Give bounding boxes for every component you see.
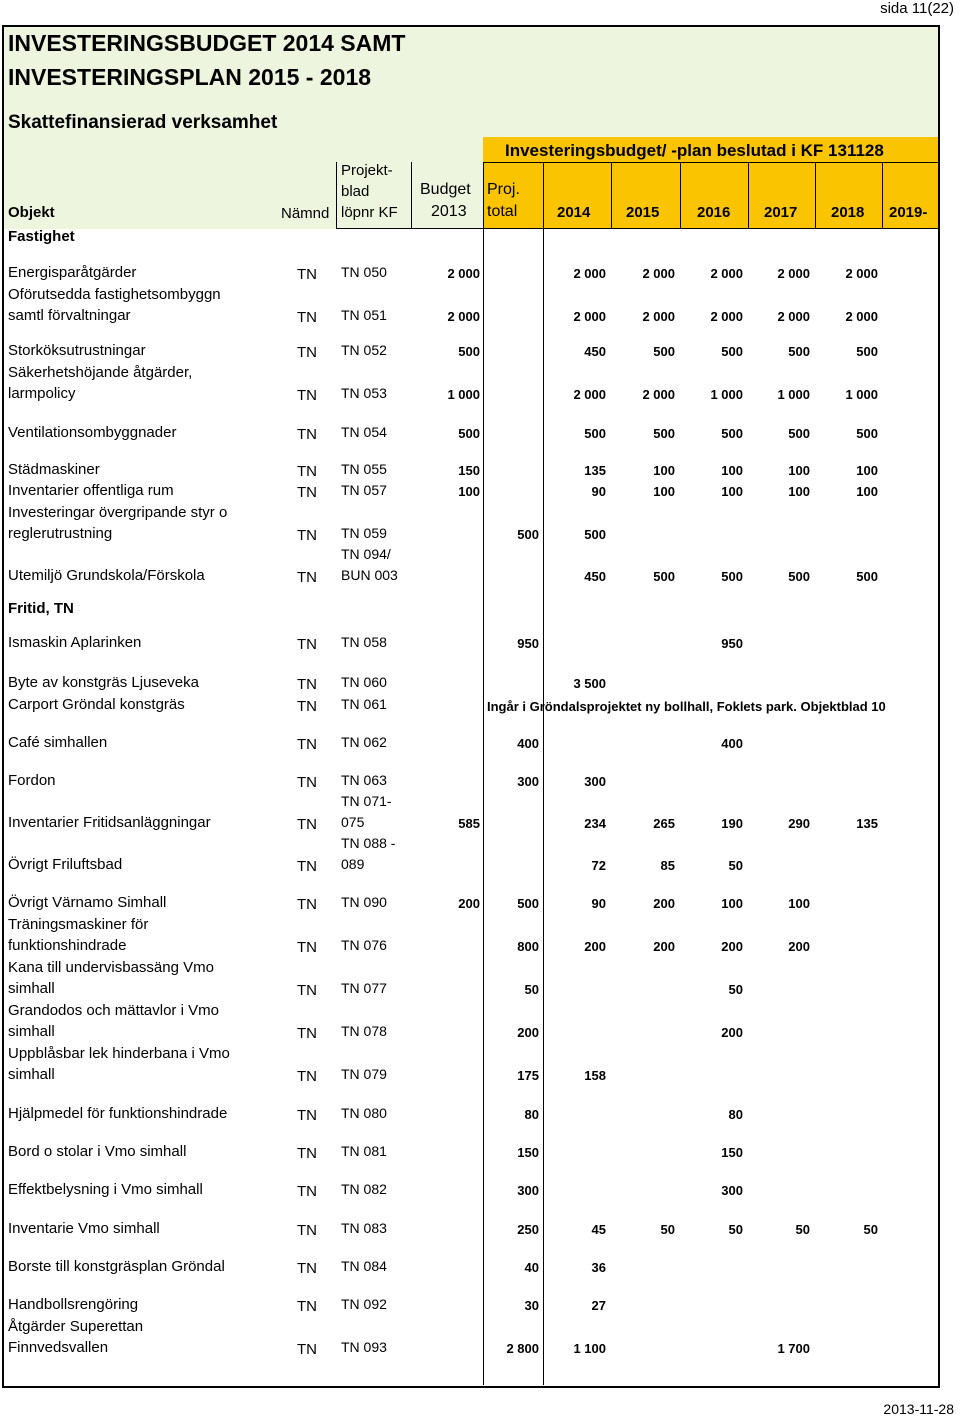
row-object-name: Säkerhetshöjande åtgärder,: [8, 364, 193, 381]
row-year-value: 2 000: [642, 266, 675, 281]
row-projektblad: TN 094/: [341, 546, 391, 562]
header-year-2015: 2015: [626, 204, 660, 221]
document-title-line-1: INVESTERINGSBUDGET 2014 SAMT: [8, 30, 406, 56]
row-year-value: 2 000: [573, 387, 606, 402]
row-proj-total: 300: [517, 774, 539, 789]
row-year-value: 1 700: [777, 1341, 810, 1356]
row-year-value: 158: [584, 1068, 606, 1083]
header-year-2016: 2016: [697, 204, 731, 221]
row-projektblad: TN 084: [341, 1258, 387, 1274]
row-namnd: TN: [297, 736, 317, 753]
header-proj-1: Proj.: [487, 181, 520, 198]
row-proj-total: 800: [517, 939, 539, 954]
row-object-name: Café simhallen: [8, 734, 108, 751]
row-year-value: 150: [721, 1145, 743, 1160]
header-top-rule: [483, 162, 938, 163]
row-namnd: TN: [297, 698, 317, 715]
row-year-value: 300: [584, 774, 606, 789]
row-proj-total: 50: [524, 982, 539, 997]
header-year-2018: 2018: [831, 204, 865, 221]
row-object-name: samtl förvaltningar: [8, 307, 131, 324]
row-projektblad: TN 062: [341, 734, 387, 750]
row-year-value: 100: [721, 463, 743, 478]
row-year-value: 200: [721, 939, 743, 954]
row-namnd: TN: [297, 939, 317, 956]
row-object-name: Borste till konstgräsplan Gröndal: [8, 1258, 225, 1275]
row-namnd: TN: [297, 309, 317, 326]
row-year-value: 450: [584, 569, 606, 584]
header-year-2019: 2019-: [889, 204, 928, 221]
row-year-value: 50: [863, 1222, 878, 1237]
row-projektblad: TN 083: [341, 1220, 387, 1236]
row-projektblad: TN 076: [341, 937, 387, 953]
row-projektblad: TN 061: [341, 696, 387, 712]
header-divider-5: [611, 162, 612, 229]
row-year-value: 100: [788, 463, 810, 478]
header-divider-9: [882, 162, 883, 229]
row-namnd: TN: [297, 1145, 317, 1162]
page-number: sida 11(22): [880, 0, 954, 17]
row-year-value: 2 000: [573, 266, 606, 281]
row-budget-2013: 585: [458, 816, 480, 831]
row-budget-2013: 150: [458, 463, 480, 478]
row-object-name: Inventarie Vmo simhall: [8, 1220, 160, 1237]
row-proj-total: 175: [517, 1068, 539, 1083]
row-object-name: Bord o stolar i Vmo simhall: [8, 1143, 187, 1160]
row-proj-total: 2 800: [506, 1341, 539, 1356]
row-year-value: 500: [584, 527, 606, 542]
row-year-value: 85: [660, 858, 675, 873]
row-projektblad: TN 092: [341, 1296, 387, 1312]
row-year-value: 2 000: [573, 309, 606, 324]
header-year-2017: 2017: [764, 204, 798, 221]
row-year-value: 3 500: [573, 676, 606, 691]
row-object-name: Oförutsedda fastighetsombyggn: [8, 286, 221, 303]
header-divider-4: [543, 162, 544, 229]
row-year-value: 100: [856, 484, 878, 499]
row-object-name: Byte av konstgräs Ljuseveka: [8, 674, 199, 691]
row-object-name: Finnvedsvallen: [8, 1339, 109, 1356]
row-projektblad: TN 079: [341, 1066, 387, 1082]
row-year-value: 500: [653, 344, 675, 359]
row-object-name: Utemiljö Grundskola/Förskola: [8, 567, 205, 584]
row-namnd: TN: [297, 266, 317, 283]
row-year-value: 100: [788, 484, 810, 499]
row-budget-2013: 500: [458, 344, 480, 359]
row-year-value: 36: [591, 1260, 606, 1275]
document-date: 2013-11-28: [883, 1401, 954, 1417]
row-object-name: Energisparåtgärder: [8, 264, 137, 281]
row-projektblad: TN 080: [341, 1105, 387, 1121]
row-year-value: 500: [721, 426, 743, 441]
row-projektblad: TN 078: [341, 1023, 387, 1039]
row-namnd: TN: [297, 676, 317, 693]
row-projektblad: TN 082: [341, 1181, 387, 1197]
header-budget-1: Budget: [420, 181, 471, 198]
header-projektblad-1: Projekt-: [341, 162, 393, 179]
row-proj-total: 40: [524, 1260, 539, 1275]
row-year-value: 1 000: [777, 387, 810, 402]
row-year-value: 72: [591, 858, 606, 873]
row-namnd: TN: [297, 896, 317, 913]
row-namnd: TN: [297, 1260, 317, 1277]
row-year-value: 500: [856, 344, 878, 359]
row-object-name: simhall: [8, 1023, 55, 1040]
row-year-value: 2 000: [710, 309, 743, 324]
row-projektblad: TN 059: [341, 525, 387, 541]
row-proj-total: 150: [517, 1145, 539, 1160]
row-projektblad: TN 050: [341, 264, 387, 280]
row-note: Ingår i Gröndalsprojektet ny bollhall, Foklets park. Objektblad 10: [487, 699, 886, 714]
document-subtitle: Skattefinansierad verksamhet: [8, 112, 278, 133]
row-year-value: 80: [728, 1107, 743, 1122]
row-projektblad: TN 077: [341, 980, 387, 996]
row-year-value: 200: [721, 1025, 743, 1040]
row-object-name: Träningsmaskiner för: [8, 916, 149, 933]
header-divider-1: [336, 162, 337, 229]
row-year-value: 234: [584, 816, 606, 831]
row-proj-total: 200: [517, 1025, 539, 1040]
row-namnd: TN: [297, 1107, 317, 1124]
row-namnd: TN: [297, 344, 317, 361]
row-year-value: 1 000: [710, 387, 743, 402]
row-year-value: 100: [653, 484, 675, 499]
row-budget-2013: 500: [458, 426, 480, 441]
section-fastighet: Fastighet: [8, 228, 75, 245]
row-namnd: TN: [297, 636, 317, 653]
row-object-name: larmpolicy: [8, 385, 76, 402]
row-projektblad: TN 057: [341, 482, 387, 498]
row-year-value: 290: [788, 816, 810, 831]
row-object-name: reglerutrustning: [8, 525, 113, 542]
row-year-value: 200: [653, 939, 675, 954]
row-projektblad: BUN 003: [341, 567, 398, 583]
row-projektblad: 075: [341, 814, 365, 830]
row-projektblad: TN 063: [341, 772, 387, 788]
row-namnd: TN: [297, 1025, 317, 1042]
row-object-name: simhall: [8, 1066, 55, 1083]
row-projektblad: TN 052: [341, 342, 387, 358]
row-object-name: Inventarier offentliga rum: [8, 482, 174, 499]
row-proj-total: 950: [517, 636, 539, 651]
row-projektblad: TN 088 -: [341, 835, 396, 851]
row-namnd: TN: [297, 1341, 317, 1358]
row-year-value: 500: [788, 344, 810, 359]
row-year-value: 200: [584, 939, 606, 954]
row-projektblad: TN 090: [341, 894, 387, 910]
row-proj-total: 300: [517, 1183, 539, 1198]
header-budget-2: 2013: [431, 203, 467, 220]
header-projektblad-2: blad: [341, 183, 370, 200]
row-year-value: 100: [856, 463, 878, 478]
row-year-value: 265: [653, 816, 675, 831]
row-namnd: TN: [297, 858, 317, 875]
row-year-value: 50: [795, 1222, 810, 1237]
header-objekt: Objekt: [8, 204, 55, 221]
row-namnd: TN: [297, 1222, 317, 1239]
row-namnd: TN: [297, 816, 317, 833]
row-year-value: 45: [591, 1222, 606, 1237]
row-year-value: 190: [721, 816, 743, 831]
row-budget-2013: 100: [458, 484, 480, 499]
header-namnd: Nämnd: [281, 205, 330, 222]
row-year-value: 300: [721, 1183, 743, 1198]
row-year-value: 135: [584, 463, 606, 478]
row-object-name: Övrigt Värnamo Simhall: [8, 894, 167, 911]
row-proj-total: 80: [524, 1107, 539, 1122]
kf-decision-banner: Investeringsbudget/ -plan beslutad i KF 131128: [505, 141, 884, 160]
row-namnd: TN: [297, 463, 317, 480]
row-year-value: 500: [653, 426, 675, 441]
row-namnd: TN: [297, 569, 317, 586]
body-rule-budget: [483, 228, 484, 1385]
row-year-value: 50: [728, 1222, 743, 1237]
row-object-name: simhall: [8, 980, 55, 997]
row-proj-total: 500: [517, 896, 539, 911]
row-year-value: 500: [584, 426, 606, 441]
row-year-value: 500: [788, 569, 810, 584]
row-projektblad: TN 081: [341, 1143, 387, 1159]
row-object-name: Grandodos och mättavlor i Vmo: [8, 1002, 219, 1019]
row-year-value: 2 000: [642, 309, 675, 324]
row-object-name: Ventilationsombyggnader: [8, 424, 177, 441]
section-fritid: Fritid, TN: [8, 600, 74, 617]
row-year-value: 135: [856, 816, 878, 831]
row-namnd: TN: [297, 774, 317, 791]
row-proj-total: 500: [517, 527, 539, 542]
header-divider-7: [748, 162, 749, 229]
row-namnd: TN: [297, 982, 317, 999]
row-projektblad: TN 055: [341, 461, 387, 477]
row-year-value: 50: [660, 1222, 675, 1237]
row-object-name: Uppblåsbar lek hinderbana i Vmo: [8, 1045, 230, 1062]
row-object-name: Inventarier Fritidsanläggningar: [8, 814, 211, 831]
row-year-value: 200: [788, 939, 810, 954]
row-projektblad: TN 093: [341, 1339, 387, 1355]
row-year-value: 500: [721, 344, 743, 359]
row-proj-total: 30: [524, 1298, 539, 1313]
header-lopnr: löpnr KF: [341, 204, 398, 221]
row-year-value: 90: [591, 484, 606, 499]
row-namnd: TN: [297, 1298, 317, 1315]
row-projektblad: TN 060: [341, 674, 387, 690]
header-divider-8: [815, 162, 816, 229]
document-title-line-2: INVESTERINGSPLAN 2015 - 2018: [8, 64, 372, 90]
row-namnd: TN: [297, 484, 317, 501]
row-year-value: 1 100: [573, 1341, 606, 1356]
row-year-value: 2 000: [777, 309, 810, 324]
row-year-value: 400: [721, 736, 743, 751]
row-projektblad: TN 058: [341, 634, 387, 650]
row-year-value: 50: [728, 982, 743, 997]
row-proj-total: 400: [517, 736, 539, 751]
row-year-value: 2 000: [642, 387, 675, 402]
row-budget-2013: 2 000: [447, 309, 480, 324]
row-year-value: 2 000: [845, 309, 878, 324]
row-object-name: funktionshindrade: [8, 937, 127, 954]
row-namnd: TN: [297, 527, 317, 544]
row-year-value: 500: [856, 569, 878, 584]
row-object-name: Åtgärder Superettan: [8, 1318, 144, 1335]
row-year-value: 500: [721, 569, 743, 584]
row-year-value: 2 000: [777, 266, 810, 281]
header-divider-2: [411, 162, 412, 229]
header-divider-3: [483, 162, 484, 229]
row-object-name: Städmaskiner: [8, 461, 100, 478]
row-year-value: 450: [584, 344, 606, 359]
row-object-name: Carport Gröndal konstgräs: [8, 696, 185, 713]
row-year-value: 27: [591, 1298, 606, 1313]
row-year-value: 100: [788, 896, 810, 911]
row-object-name: Hjälpmedel för funktionshindrade: [8, 1105, 228, 1122]
row-projektblad: TN 071-: [341, 793, 392, 809]
row-object-name: Storköksutrustningar: [8, 342, 146, 359]
row-object-name: Kana till undervisbassäng Vmo: [8, 959, 214, 976]
row-object-name: Handbollsrengöring: [8, 1296, 139, 1313]
row-budget-2013: 2 000: [447, 266, 480, 281]
row-namnd: TN: [297, 1068, 317, 1085]
row-object-name: Investeringar övergripande styr o: [8, 504, 228, 521]
header-year-2014: 2014: [557, 204, 591, 221]
row-proj-total: 250: [517, 1222, 539, 1237]
header-bottom-rule: [336, 228, 938, 229]
header-divider-6: [680, 162, 681, 229]
row-year-value: 500: [856, 426, 878, 441]
row-year-value: 50: [728, 858, 743, 873]
row-object-name: Fordon: [8, 772, 56, 789]
row-namnd: TN: [297, 426, 317, 443]
row-budget-2013: 200: [458, 896, 480, 911]
row-projektblad: 089: [341, 856, 365, 872]
row-object-name: Effektbelysning i Vmo simhall: [8, 1181, 203, 1198]
row-year-value: 950: [721, 636, 743, 651]
row-year-value: 2 000: [845, 266, 878, 281]
header-proj-2: total: [487, 203, 518, 220]
row-year-value: 1 000: [845, 387, 878, 402]
row-year-value: 2 000: [710, 266, 743, 281]
row-object-name: Ismaskin Aplarinken: [8, 634, 142, 651]
row-year-value: 90: [591, 896, 606, 911]
row-namnd: TN: [297, 1183, 317, 1200]
row-object-name: Övrigt Friluftsbad: [8, 856, 123, 873]
row-projektblad: TN 051: [341, 307, 387, 323]
row-year-value: 100: [721, 896, 743, 911]
row-year-value: 200: [653, 896, 675, 911]
row-projektblad: TN 054: [341, 424, 387, 440]
row-year-value: 100: [653, 463, 675, 478]
row-year-value: 500: [653, 569, 675, 584]
row-year-value: 100: [721, 484, 743, 499]
row-projektblad: TN 053: [341, 385, 387, 401]
row-namnd: TN: [297, 387, 317, 404]
row-budget-2013: 1 000: [447, 387, 480, 402]
row-year-value: 500: [788, 426, 810, 441]
body-rule-proj: [543, 228, 544, 1385]
